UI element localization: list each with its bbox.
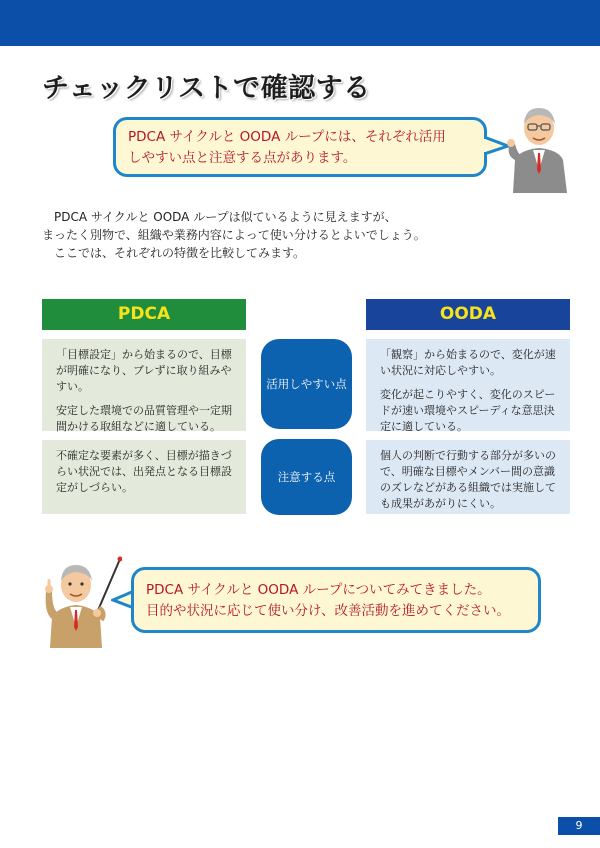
pdca-easy-item-2: 安定した環境での品質管理や一定期間かける取組などに適している。 bbox=[56, 404, 232, 433]
top-banner bbox=[0, 0, 600, 46]
bubble-bottom-line-1: PDCA サイクルと OODA ループについてみてきました。 bbox=[146, 582, 491, 598]
page-title: チェックリストで確認する bbox=[42, 73, 371, 104]
pdca-easy-item-1: 「目標設定」から始まるので、目標が明確になり、ブレずに取り組みやすい。 bbox=[56, 348, 232, 393]
ooda-caution-item-1: 個人の判断で行動する部分が多いので、明確な目標やメンバー間の意識のズレなどがある組織では実施しても成果があがりにくい。 bbox=[380, 449, 556, 510]
bubble-top-line-2: しやすい点と注意する点があります。 bbox=[128, 150, 357, 166]
intro-line-3: ここでは、それぞれの特徴を比較してみます。 bbox=[42, 246, 306, 260]
intro-line-2: まったく別物で、組織や業務内容によって使い分けるとよいでしょう。 bbox=[42, 228, 426, 242]
page-number: 9 bbox=[558, 817, 600, 835]
middle-label-easy: 活用しやすい点 bbox=[261, 339, 352, 429]
pointer-man-icon bbox=[40, 553, 122, 648]
speech-bubble-top bbox=[113, 117, 487, 177]
ooda-easy-item-2: 変化が起こりやすく、変化のスピードが速い環境やスピーディな意思決定に適している。 bbox=[380, 388, 556, 433]
ooda-easy-cell bbox=[366, 339, 570, 431]
pdca-caution-item-1: 不確定な要素が多く、目標が描きづらい状況では、出発点となる目標設定がしづらい。 bbox=[56, 449, 232, 494]
speech-bubble-bottom bbox=[131, 567, 541, 633]
ooda-caution-cell bbox=[366, 440, 570, 514]
bubble-bottom-line-2: 目的や状況に応じて使い分け、改善活動を進めてください。 bbox=[146, 603, 510, 619]
presenter-man-icon bbox=[505, 98, 575, 193]
pdca-caution-cell bbox=[42, 440, 246, 514]
pdca-header: PDCA bbox=[42, 299, 246, 330]
pdca-easy-cell bbox=[42, 339, 246, 431]
ooda-easy-item-1: 「観察」から始まるので、変化が速い状況に対応しやすい。 bbox=[380, 348, 556, 377]
ooda-header: OODA bbox=[366, 299, 570, 330]
bubble-top-line-1: PDCA サイクルと OODA ループには、それぞれ活用 bbox=[128, 129, 446, 145]
middle-label-caution: 注意する点 bbox=[261, 439, 352, 515]
intro-line-1: PDCA サイクルと OODA ループは似ているように見えますが、 bbox=[42, 210, 397, 224]
intro-text bbox=[42, 208, 562, 262]
